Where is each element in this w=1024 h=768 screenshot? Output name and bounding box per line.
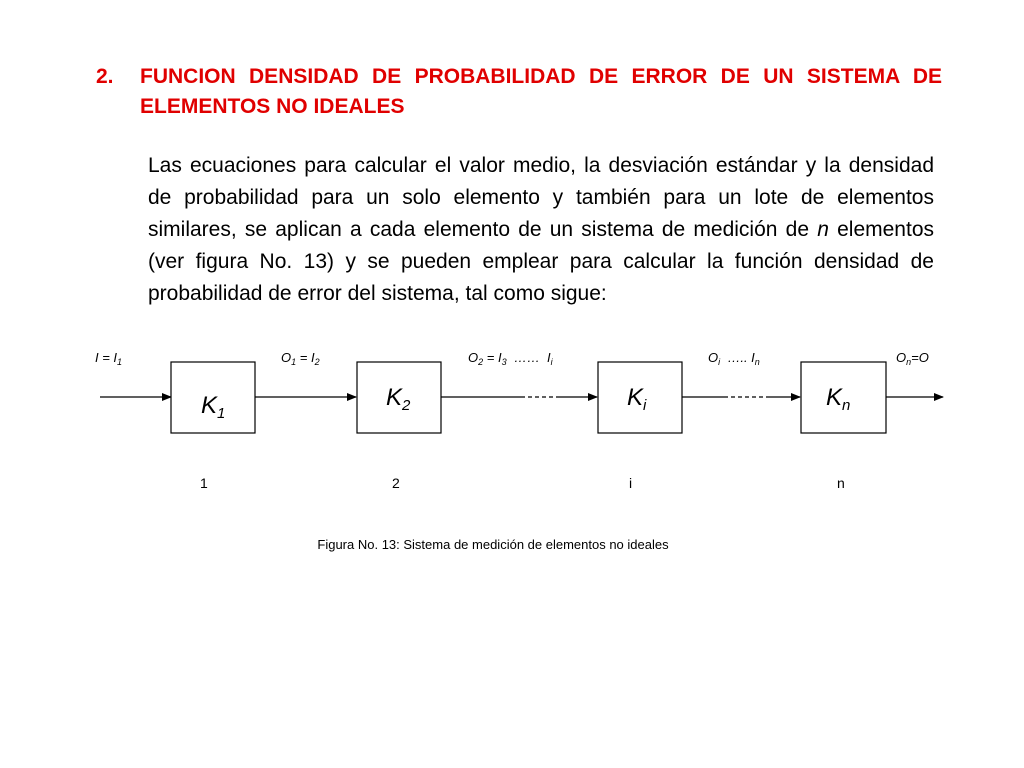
element-index-1: 1 [200,475,208,491]
signal-label-o1: $O_1 = I_2$ [281,350,320,367]
section-number: 2. [96,65,114,88]
section-title: FUNCION DENSIDAD DE PROBABILIDAD DE ERROR DE UN SISTEMA DE ELEMENTOS NO IDEALES [140,65,942,118]
block-k1-label: $K_1$ [201,392,226,422]
paragraph-text-start: Las ecuaciones para calcular el valor medio, la desviación estándar y la densidad de probabilidad para un solo elemento y también para un lote de elementos similares, se aplican a cada elemento de un sistema de medición de [148,154,934,241]
signal-label-oi: $O_i$ ….. $I_n$ [708,350,760,367]
block-k2-label: $K_2$ [386,384,411,414]
figure-caption: Figura No. 13: Sistema de medición de elementos no ideales [317,537,669,552]
signal-label-o2: $O_2 = I_3$ …… $I_i$ [468,350,553,367]
signal-label-input: $I = I_1$ [95,350,123,367]
paragraph-variable-n: n [817,218,829,241]
element-index-i: i [629,475,633,491]
element-index-n: n [837,475,845,491]
element-index-2: 2 [392,475,400,491]
block-ki-label: $K_i$ [627,384,647,414]
block-kn-label: $K_n$ [826,384,851,414]
signal-label-on: $O_n=O$ [896,350,929,367]
paragraph-text-end: elementos (ver figura No. 13) y se pueden emplear para calcular la función densidad de probabilidad de error del sistema, tal como sigue: [148,218,934,305]
